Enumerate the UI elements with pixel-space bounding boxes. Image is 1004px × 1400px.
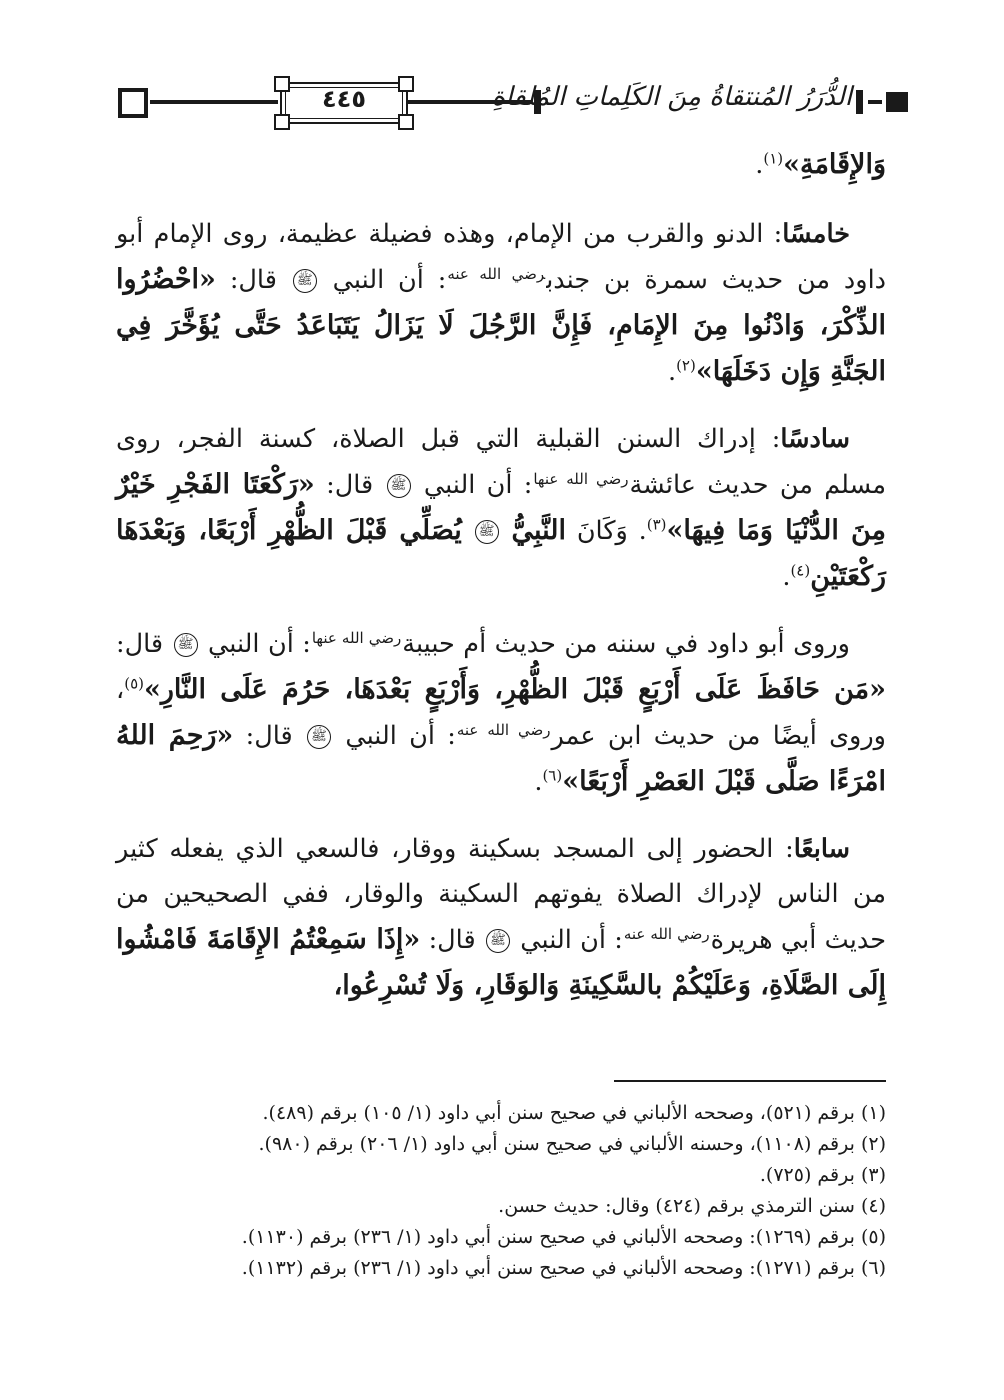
running-book-title: الدُّرَرُ المُنتقاةُ مِنَ الكَلِماتِ المُلقاةِ: [491, 82, 852, 112]
paragraph-umm-habiba: وروى أبو داود في سننه من حديث أم حبيبة$^{رضي الله عنها}$: أن النبي ﷺ قال: «مَن حَافَظَ عَلَى أَرْبَعٍ قَبْلَ الظُّهْرِ، وَأَرْبَعٍ بَعْدَهَا، حَرُمَ عَلَى النَّارِ»$^{(٥)}$، وروى أيضًا من حديث ابن عمر$^{رضي الله عنه}$: أن النبي ﷺ قال: «رَحِمَ اللهُ امْرَءًا صَلَّى قَبْلَ العَصْرِ أَرْبَعًا»$^{(٦)}$.: [116, 628, 886, 797]
paragraph-sixth: سادسًا: إدراك السنن القبلية التي قبل الصلاة، كسنة الفجر، روى مسلم من حديث عائشة$^{رضي الله عنها}$: أن النبي ﷺ قال: «رَكْعَتَا الفَجْرِ خَيْرٌ مِنَ الدُّنْيَا وَمَا فِيهَا»$^{(٣)}$. وَكَانَ النَّبِيُّ ﷺ يُصَلِّي قَبْلَ الظُّهْرِ أَرْبَعًا، وَبَعْدَهَا رَكْعَتَيْنِ$^{(٤)}$.: [116, 424, 887, 592]
footnote-ref: (١): [763, 149, 784, 168]
hadith-quote: وَالإِقَامَةِ»: [783, 149, 886, 180]
paragraph-continuation: وَالإِقَامَةِ»$^{(١)}$.: [755, 149, 886, 180]
page-number-frame: [280, 82, 408, 124]
hadith-quote: «رَكْعَتَا الفَجْرِ خَيْرٌ مِنَ الدُّنْيَا وَمَا فِيهَا»: [116, 469, 886, 546]
hadith-quote: «رَحِمَ اللهُ امْرَءًا صَلَّى قَبْلَ العَصْرِ أَرْبَعًا»: [116, 720, 886, 797]
footnotes: [116, 1098, 886, 1284]
footnote-separator: [614, 1080, 886, 1082]
footnote-2: (٢) برقم (١١٠٨)، وحسنه الألباني في صحيح سنن أبي داود (١/ ٢٠٦) برقم (٩٨٠).: [258, 1133, 886, 1155]
paragraph-fifth: خامسًا: الدنو والقرب من الإمام، وهذه فضيلة عظيمة، روى الإمام أبو داود من حديث سمرة بن جندب$^{رضي الله عنه}$: أن النبي ﷺ قال: «احْضُرُوا الذِّكْرَ، وَادْنُوا مِنَ الإِمَامِ، فَإِنَّ الرَّجُلَ لَا يَزَالُ يَتَبَاعَدُ حَتَّى يُؤَخَّرَ فِي الجَنَّةِ وَإِن دَخَلَهَا»$^{(٢)}$.: [116, 219, 887, 387]
salla-honorific: ﷺ: [486, 929, 510, 953]
footnote-5: (٥) برقم (١٢٦٩): وصححه الألباني في صحيح سنن أبي داود (١/ ٢٣٦) برقم (١١٣٠).: [241, 1226, 886, 1248]
header-filled-square-ornament: [886, 92, 908, 112]
radi-allahu-anhu-honorific: رضي الله عنه: [456, 720, 551, 739]
hadith-quote: «إِذَا سَمِعْتُمُ الإِقَامَةَ فَامْشُوا إِلَى الصَّلَاةِ، وَعَلَيْكُمْ بالسَّكِينَةِ وَالوَقَارِ، وَلَا تُسْرِعُوا،: [116, 924, 886, 1001]
footnote-ref: (٣): [646, 515, 667, 534]
footnote-4: (٤) سنن الترمذي برقم (٤٢٤) وقال: حديث حسن.: [498, 1195, 886, 1217]
main-text: [116, 142, 886, 1031]
salla-honorific: ﷺ: [307, 725, 331, 749]
header-rule-left: [150, 100, 278, 104]
footnote-ref: (٦): [542, 766, 563, 785]
header-open-square-ornament: [118, 88, 148, 118]
salla-honorific: ﷺ: [293, 269, 317, 293]
radi-allahu-anha-honorific: رضي الله عنها: [533, 469, 629, 488]
radi-allahu-anha-honorific: رضي الله عنها: [311, 628, 402, 647]
page-number: ٤٤٥: [322, 85, 366, 113]
salla-honorific: ﷺ: [475, 520, 499, 544]
hadith-quote: «مَن حَافَظَ عَلَى أَرْبَعٍ قَبْلَ الظُّهْرِ، وَأَرْبَعٍ بَعْدَهَا، حَرُمَ عَلَى النَّارِ»: [144, 674, 886, 705]
section-heading: خامسًا: [782, 219, 850, 249]
salla-honorific: ﷺ: [387, 474, 411, 498]
header-bar-ornament: [856, 90, 863, 114]
salla-honorific: ﷺ: [174, 633, 198, 657]
section-heading: سادسًا: [780, 424, 850, 454]
footnote-3: (٣) برقم (٧٢٥).: [759, 1164, 886, 1186]
header-rule-right: [868, 100, 882, 104]
page-header: [110, 80, 884, 124]
footnote-ref: (٤): [790, 561, 811, 580]
footnote-ref: (٢): [676, 356, 696, 375]
section-heading: سابعًا: [793, 834, 850, 864]
paragraph-seventh: سابعًا: الحضور إلى المسجد بسكينة ووقار، فالسعي الذي يفعله كثير من الناس لإدراك الصلاة يفوتهم السكينة والوقار، ففي الصحيحين من حديث أبي هريرة$^{رضي الله عنه}$: أن النبي ﷺ قال: «إِذَا سَمِعْتُمُ الإِقَامَةَ فَامْشُوا إِلَى الصَّلَاةِ، وَعَلَيْكُمْ بالسَّكِينَةِ وَالوَقَارِ، وَلَا تُسْرِعُوا،: [116, 834, 886, 1001]
footnote-6: (٦) برقم (١٢٧١): وصححه الألباني في صحيح سنن أبي داود (١/ ٢٣٦) برقم (١١٣٢).: [241, 1257, 886, 1279]
radi-allahu-anhu-honorific: رضي الله عنه: [447, 264, 546, 283]
radi-allahu-anhu-honorific: رضي الله عنه: [623, 924, 710, 943]
hadith-quote: يُصَلِّي قَبْلَ الظُّهْرِ أَرْبَعًا، وَبَعْدَهَا رَكْعَتَيْنِ: [116, 515, 886, 592]
hadith-quote: «احْضُرُوا الذِّكْرَ، وَادْنُوا مِنَ الإِمَامِ، فَإِنَّ الرَّجُلَ لَا يَزَالُ يَتَبَاعَدُ حَتَّى يُؤَخَّرَ فِي الجَنَّةِ وَإِن دَخَلَهَا»: [116, 264, 886, 387]
footnote-1: (١) برقم (٥٢١)، وصححه الألباني في صحيح سنن أبي داود (١/ ١٠٥) برقم (٤٨٩).: [262, 1102, 886, 1124]
footnote-ref: (٥): [124, 674, 145, 693]
